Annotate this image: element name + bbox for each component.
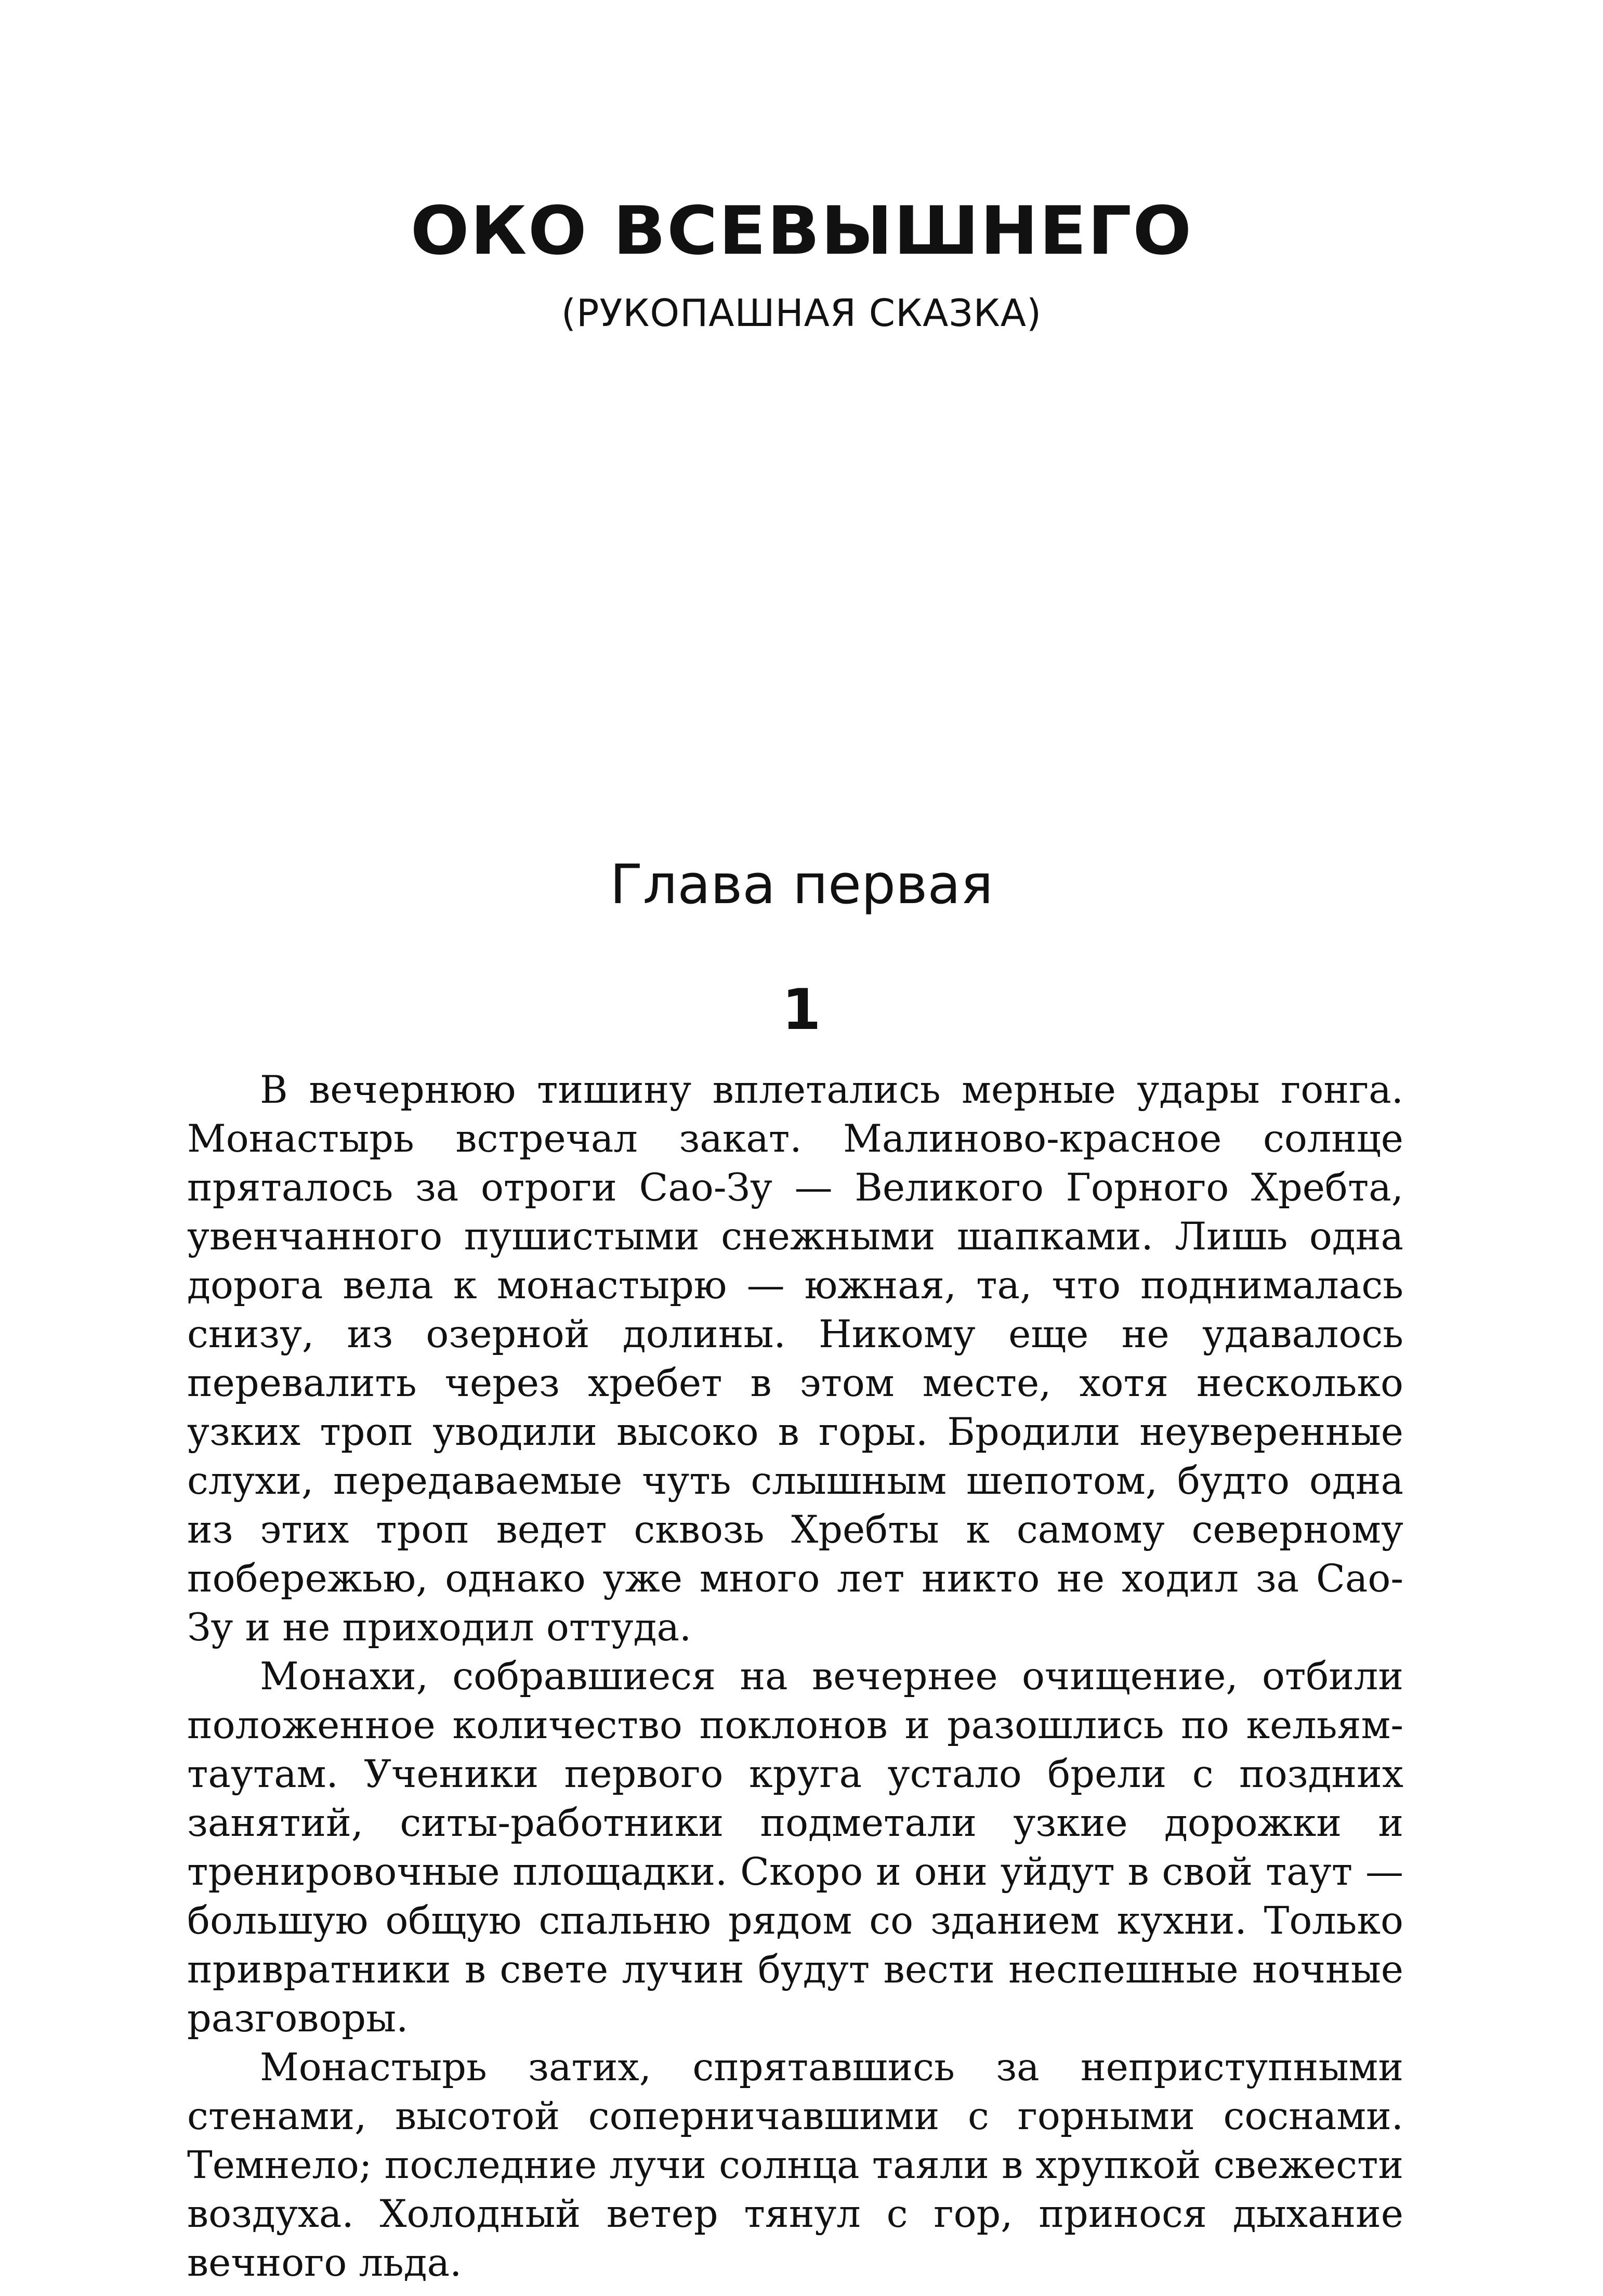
paragraph: В вечернюю тишину вплетались мерные удары гонга. Монастырь встречал закат. Малиново-красное солнце пряталось за отроги Сао-Зу — Великого Горного Хребта, увенчанного пушистыми снежными шапками. Лишь одна дорога вела к монастырю — южная, та, что поднималась снизу, из озерной долины. Никому еще не удавалось перевалить через хребет в этом месте, хотя несколько узких троп уводили высоко в горы. Бродили неуверенные слухи, передаваемые чуть слышным шепотом, будто одна из этих троп ведет сквозь Хребты к самому северному побережью, однако уже много лет никто не ходил за Сао-Зу и не приходил оттуда. [187, 1068, 1403, 1650]
body-text [187, 1066, 1403, 2288]
book-subtitle: (РУКОПАШНАЯ СКАЗКА) [561, 291, 1042, 335]
chapter-heading: Глава первая [610, 853, 993, 916]
paragraph: Монастырь затих, спрятавшись за неприступными стенами, высотой соперничавшими с горными соснами. Темнело; последние лучи солнца таяли в хрупкой свежести воздуха. Холодный ветер тянул с гор, принося дыхание вечного льда. [187, 2045, 1403, 2285]
section-number: 1 [782, 977, 821, 1042]
book-title: ОКО ВСЕВЫШНЕГО [410, 192, 1193, 270]
paragraph: Монахи, собравшиеся на вечернее очищение, отбили положенное количество поклонов и разошлись по кельям-таутам. Ученики первого круга устало брели с поздних занятий, ситы-работники подметали узкие дорожки и тренировочные площадки. Скоро и они уйдут в свой таут — большую общую спальню рядом со зданием кухни. Только привратники в свете лучин будут вести неспешные ночные разговоры. [187, 1654, 1403, 2041]
